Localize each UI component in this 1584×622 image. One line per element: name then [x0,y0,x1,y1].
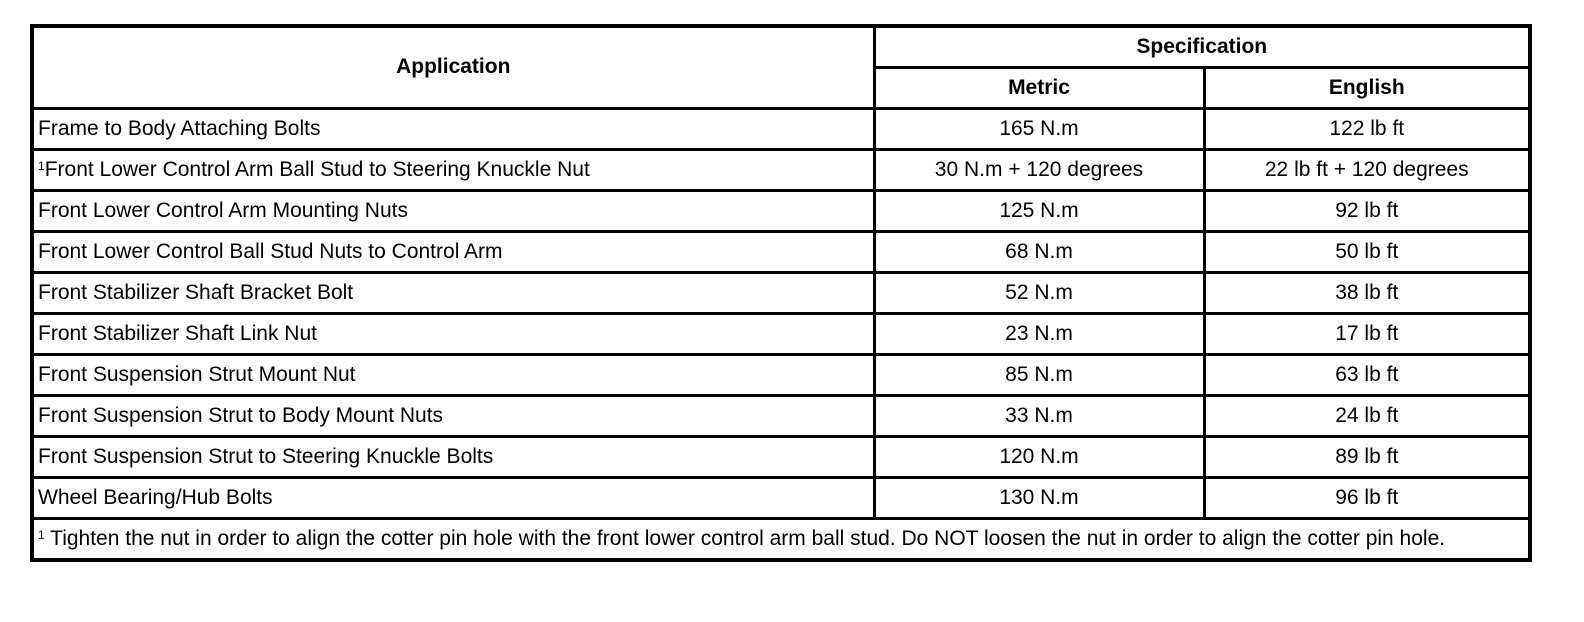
metric-cell: 125 N.m [874,190,1204,231]
table-row [32,436,1530,477]
metric-cell: 33 N.m [874,395,1204,436]
application-text: Wheel Bearing/Hub Bolts [38,485,273,509]
metric-cell: 85 N.m [874,354,1204,395]
english-header: English [1204,67,1530,108]
torque-spec-table [30,24,1532,562]
table-row [32,108,1530,149]
application-text: Front Lower Control Arm Mounting Nuts [38,198,408,222]
application-cell [32,477,874,518]
english-cell: 38 lb ft [1204,272,1530,313]
metric-cell: 30 N.m + 120 degrees [874,149,1204,190]
application-cell [32,231,874,272]
footnote-text: Tighten the nut in order to align the cotter pin hole with the front lower control arm ball stud. Do NOT loosen the nut in order to align the cotter pin hole. [44,526,1446,550]
application-text: Front Suspension Strut to Body Mount Nuts [38,403,444,427]
application-text: Frame to Body Attaching Bolts [38,116,321,140]
metric-header: Metric [874,67,1204,108]
footnote-row [32,518,1530,560]
application-cell [32,108,874,149]
application-cell [32,149,874,190]
table-row [32,272,1530,313]
english-cell: 92 lb ft [1204,190,1530,231]
metric-cell: 165 N.m [874,108,1204,149]
footnote-marker: 1 [38,527,45,542]
table-row [32,354,1530,395]
english-cell: 89 lb ft [1204,436,1530,477]
english-cell: 63 lb ft [1204,354,1530,395]
english-cell: 22 lb ft + 120 degrees [1204,149,1530,190]
footnote-cell [32,518,1530,560]
application-text: Front Stabilizer Shaft Link Nut [38,321,317,345]
application-cell [32,395,874,436]
metric-cell: 120 N.m [874,436,1204,477]
english-cell: 17 lb ft [1204,313,1530,354]
header-row-top [32,26,1530,67]
application-text: Front Stabilizer Shaft Bracket Bolt [38,280,354,304]
english-cell: 96 lb ft [1204,477,1530,518]
table-body [32,108,1530,560]
application-cell [32,190,874,231]
metric-cell: 52 N.m [874,272,1204,313]
english-cell: 24 lb ft [1204,395,1530,436]
application-cell [32,272,874,313]
application-text: Front Suspension Strut Mount Nut [38,362,356,386]
footnote-marker: 1 [38,158,45,173]
application-text: Front Lower Control Ball Stud Nuts to Control Arm [38,239,503,263]
table-row [32,190,1530,231]
table-row [32,395,1530,436]
metric-cell: 68 N.m [874,231,1204,272]
application-cell [32,354,874,395]
english-cell: 50 lb ft [1204,231,1530,272]
table-row [32,313,1530,354]
application-header: Application [32,26,874,108]
table-row [32,231,1530,272]
application-cell [32,313,874,354]
application-cell [32,436,874,477]
application-text: Front Lower Control Arm Ball Stud to Steering Knuckle Nut [44,157,590,181]
metric-cell: 23 N.m [874,313,1204,354]
application-text: Front Suspension Strut to Steering Knuckle Bolts [38,444,494,468]
table-row [32,477,1530,518]
english-cell: 122 lb ft [1204,108,1530,149]
table-row [32,149,1530,190]
specification-header: Specification [874,26,1530,67]
metric-cell: 130 N.m [874,477,1204,518]
